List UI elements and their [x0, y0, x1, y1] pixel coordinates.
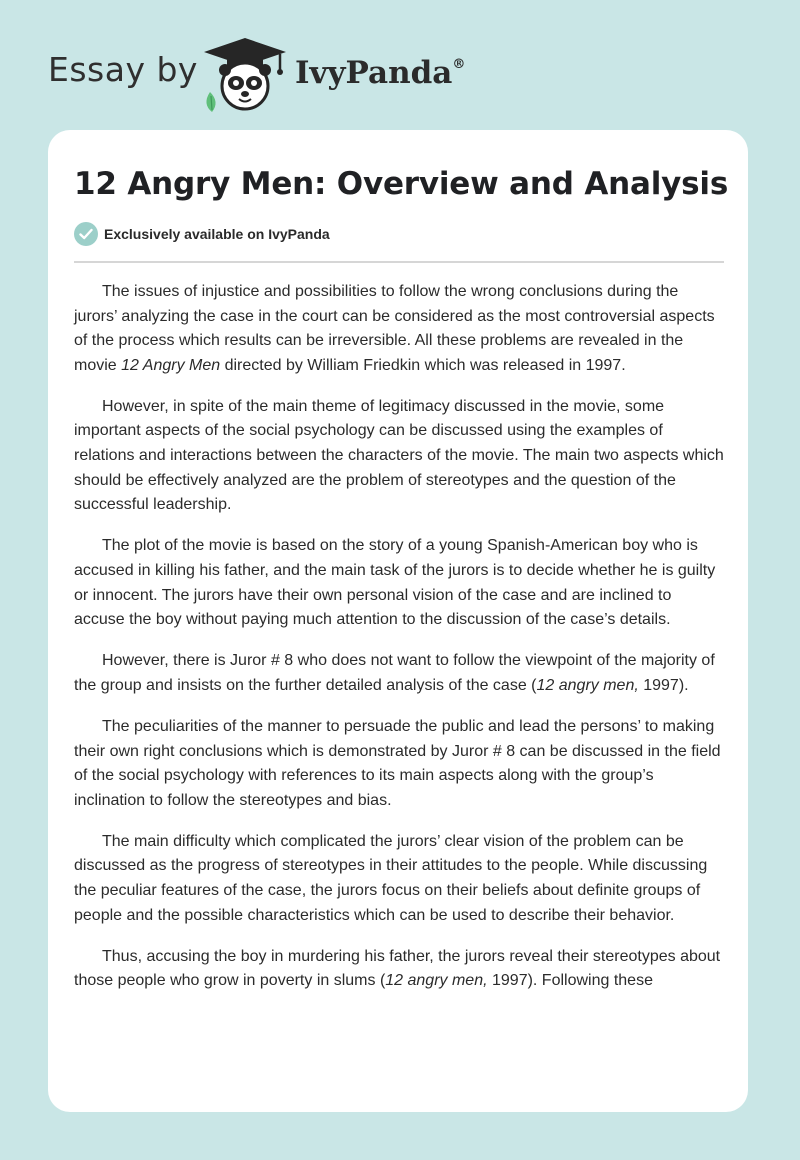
brand-label: IvyPanda	[295, 55, 453, 91]
paragraph-text: directed by William Friedkin which was released in 1997.	[220, 356, 626, 374]
essay-by-label: Essay by	[48, 50, 198, 89]
brand-name	[295, 55, 465, 91]
essay-paragraph	[74, 649, 724, 698]
paragraph-text: The issues of injustice and possibilities to follow the wrong conclusions during the jurors’ analyzing the case in the court can be considered as the most controversial aspects of the process which results can be irreversible. All these problems are revealed in the movie	[74, 283, 715, 374]
site-header	[0, 0, 800, 130]
registered-mark: ®	[452, 56, 466, 72]
essay-paragraph	[74, 534, 724, 632]
panda-graduate-icon	[200, 34, 290, 112]
paragraph-text: Thus, accusing the boy in murdering his father, the jurors reveal their stereotypes about those people who grow in poverty in slums (	[74, 947, 721, 990]
check-circle-icon	[74, 222, 98, 246]
citation-text: 12 angry men,	[385, 972, 488, 990]
paragraph-text: 1997). Following these	[487, 972, 653, 990]
paragraph-text: However, in spite of the main theme of legitimacy discussed in the movie, some important aspects of the social psychology can be discussed using the examples of relations and interactions between the characters of the movie. The main two aspects which should be effectively analyzed are the problem of stereotypes and the question of the successful leadership.	[74, 397, 724, 514]
essay-body	[74, 280, 724, 1010]
paragraph-text: However, there is Juror # 8 who does not want to follow the viewpoint of the majority of the group and insists on the further detailed analysis of the case (	[74, 652, 715, 694]
title-divider	[74, 261, 724, 263]
essay-paragraph	[74, 715, 724, 813]
badge-label: Exclusively available on IvyPanda	[104, 226, 330, 242]
page-title: 12 Angry Men: Overview and Analysis	[74, 166, 729, 202]
paragraph-text: The plot of the movie is based on the story of a young Spanish-American boy who is accused in killing his father, and the main task of the jurors is to decide whether he is guilty or innocent. The jurors have their own personal vision of the case and are inclined to accuse the boy without paying much attention to the discussion of the case’s details.	[74, 537, 716, 629]
essay-card	[48, 130, 748, 1112]
citation-text: 12 angry men,	[536, 676, 639, 694]
citation-text: 12 Angry Men	[121, 356, 221, 374]
essay-paragraph	[74, 395, 724, 518]
paragraph-text: The main difficulty which complicated the jurors’ clear vision of the problem can be discussed as the progress of stereotypes in their attitudes to the people. While discussing the peculiar features of the case, the jurors focus on their beliefs about definite groups of people and the possible characteristics which can be used to describe their behavior.	[74, 832, 708, 924]
essay-paragraph	[74, 280, 724, 378]
essay-paragraph	[74, 830, 724, 928]
paragraph-text: 1997).	[638, 676, 689, 694]
essay-paragraph	[74, 945, 724, 994]
paragraph-text: The peculiarities of the manner to persuade the public and lead the persons’ to making their own right conclusions which is demonstrated by Juror # 8 can be discussed in the field of the social psychology with references to its main aspects along with the group’s inclination to follow the stereotypes and bias.	[74, 717, 721, 809]
exclusive-badge	[74, 222, 330, 246]
